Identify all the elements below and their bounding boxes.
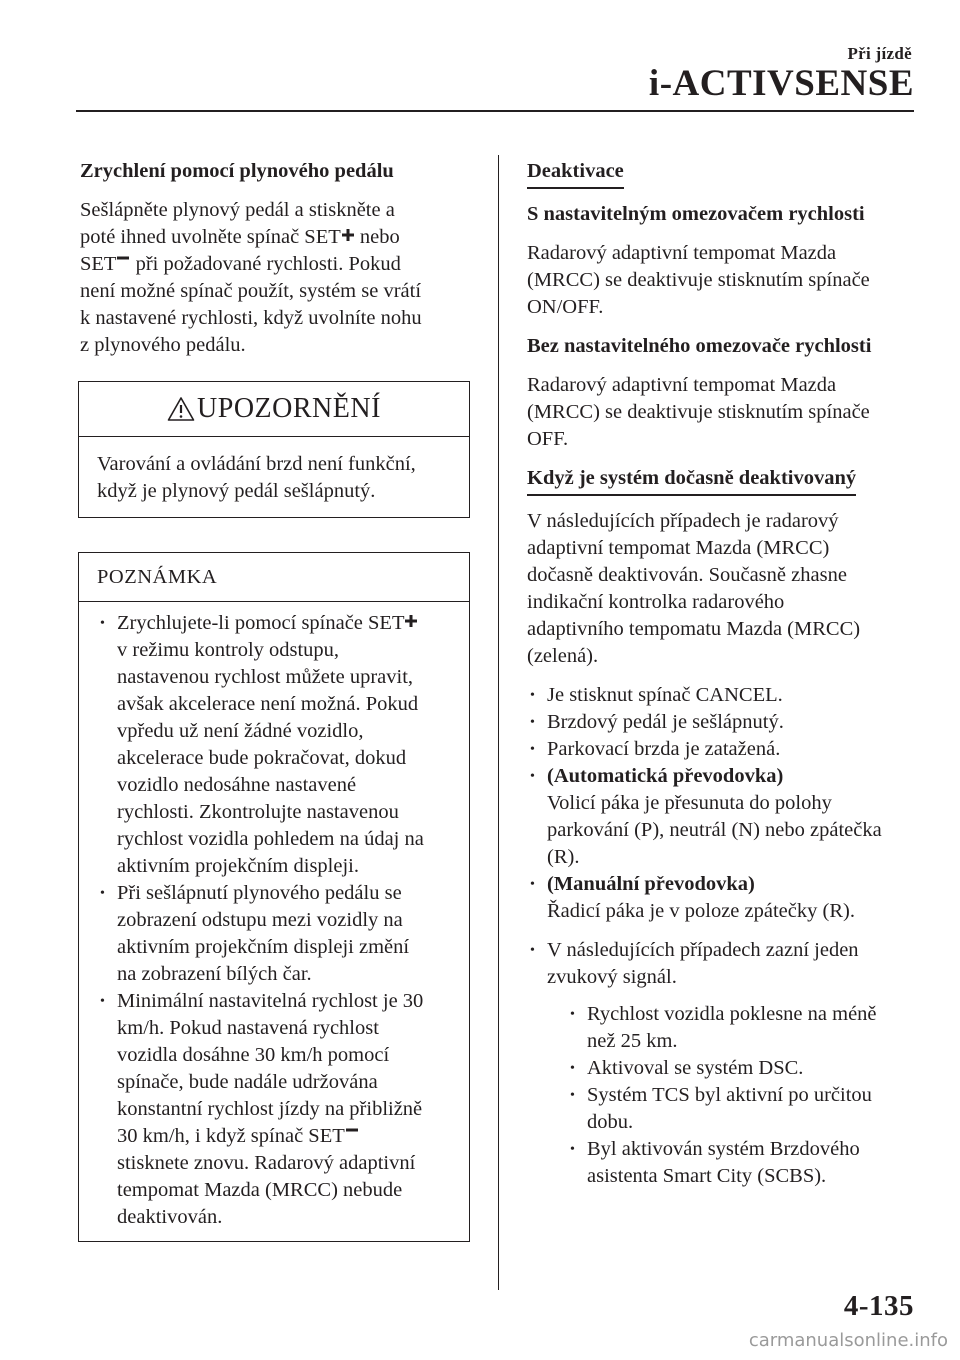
deactivation-conditions-list — [527, 682, 922, 925]
text-line: rychlost vozidla pohledem na údaj na — [117, 828, 424, 850]
text-line: km/h. Pokud nastavená rychlost — [117, 1017, 379, 1039]
text-line: • Byl aktivován systém Brzdového — [587, 1138, 860, 1160]
text-line: indikační kontrolka radarového — [527, 591, 785, 613]
list-item: • Je stisknut spínač CANCEL. — [527, 682, 922, 709]
beep-sublist — [567, 1001, 922, 1190]
text-line: (MRCC) se deaktivuje stisknutím spínače — [527, 269, 870, 291]
text-line: adaptivní tempomat Mazda (MRCC) — [527, 537, 830, 559]
acceleration-paragraph — [80, 197, 470, 359]
acceleration-heading: Zrychlení pomocí plynového pedálu — [80, 160, 394, 182]
text-line: • (Manuální převodovka) — [547, 873, 755, 895]
with-limiter-text — [527, 240, 922, 321]
list-item — [567, 1136, 922, 1190]
warning-triangle-icon — [167, 396, 195, 422]
warning-body — [79, 437, 469, 517]
left-column — [80, 158, 470, 1242]
text-line: stisknete znovu. Radarový adaptivní — [117, 1152, 416, 1174]
temporary-deactivation-text — [527, 508, 922, 670]
text-line: OFF. — [527, 428, 569, 450]
note-box — [78, 552, 470, 1242]
warning-header — [79, 382, 469, 437]
text-line: • (Automatická převodovka) — [547, 765, 784, 787]
beep-conditions-list — [527, 937, 922, 1190]
list-item — [97, 610, 459, 880]
text-line: akcelerace bude pokračovat, dokud — [117, 747, 407, 769]
list-item — [97, 988, 459, 1231]
text-line: dobu. — [587, 1111, 634, 1133]
deactivation-heading: Deaktivace — [527, 158, 922, 189]
text-line: na zobrazení bílých čar. — [117, 963, 312, 985]
list-item: • Aktivoval se systém DSC. — [567, 1055, 922, 1082]
minus-icon — [345, 1127, 359, 1137]
text-line: • V následujících případech zazní jeden — [547, 939, 859, 961]
text-line: poté ihned uvolněte spínač SET nebo — [80, 226, 400, 248]
text-line: (MRCC) se deaktivuje stisknutím spínače — [527, 401, 870, 423]
text-line: tempomat Mazda (MRCC) nebude — [117, 1179, 403, 1201]
text-line: (R). — [547, 846, 580, 868]
text-line: zvukový signál. — [547, 966, 677, 988]
temporary-deactivation-heading: Když je systém dočasně deaktivovaný — [527, 465, 922, 496]
text-line: spínače, bude nadále udržována — [117, 1071, 378, 1093]
text-line: Radarový adaptivní tempomat Mazda — [527, 242, 837, 264]
text-line: • Rychlost vozidla poklesne na méně — [587, 1003, 877, 1025]
text-line: vpředu už není žádné vozidlo, — [117, 720, 364, 742]
note-body — [79, 602, 469, 1241]
text-line: Řadicí páka je v poloze zpátečky (R). — [547, 900, 855, 922]
list-item — [97, 880, 459, 988]
text-line: z plynového pedálu. — [80, 334, 246, 356]
list-item — [527, 937, 922, 1190]
without-limiter-text — [527, 372, 922, 453]
text-line: dočasně deaktivován. Současně zhasne — [527, 564, 847, 586]
text-line: Volicí páka je přesunuta do polohy — [547, 792, 832, 814]
list-item: • Brzdový pedál je sešlápnutý. — [527, 709, 922, 736]
warning-title: UPOZORNĚNÍ — [197, 393, 381, 424]
text-line: adaptivního tempomatu Mazda (MRCC) — [527, 618, 861, 640]
text-line: aktivním projekčním displeji. — [117, 855, 359, 877]
text-line: vozidlo nedosáhne nastavené — [117, 774, 357, 796]
text-line: zobrazení odstupu mezi vozidly na — [117, 909, 403, 931]
text-line: V následujících případech je radarový — [527, 510, 839, 532]
text-line: deaktivován. — [117, 1206, 223, 1228]
text-line: aktivním projekčním displeji změní — [117, 936, 410, 958]
text-line: rychlosti. Zkontrolujte nastavenou — [117, 801, 399, 823]
text-line: k nastavené rychlosti, když uvolníte nohu — [80, 307, 422, 329]
watermark: carmanualsonline.info — [748, 1330, 948, 1351]
text-line: SET při požadované rychlosti. Pokud — [80, 253, 401, 275]
without-limiter-heading: Bez nastavitelného omezovače rychlosti — [527, 335, 872, 357]
page-number: 4-135 — [843, 1290, 914, 1322]
text-line: není možné spínač použít, systém se vrátí — [80, 280, 422, 302]
right-column — [527, 158, 922, 1190]
text-line: v režimu kontroly odstupu, — [117, 639, 340, 661]
text-line: avšak akcelerace není možná. Pokud — [117, 693, 419, 715]
text-line: než 25 km. — [587, 1030, 678, 1052]
list-item: • Parkovací brzda je zatažená. — [527, 736, 922, 763]
list-item — [527, 763, 922, 871]
plus-icon — [341, 228, 355, 242]
text-line: • Zrychlujete-li pomocí spínače SET — [117, 610, 459, 637]
text-line: • Minimální nastavitelná rychlost je 30 — [117, 990, 424, 1012]
text-line: nastavenou rychlost můžete upravit, — [117, 666, 414, 688]
minus-icon — [116, 255, 130, 265]
list-item — [567, 1082, 922, 1136]
text-line: asistenta Smart City (SCBS). — [587, 1165, 827, 1187]
with-limiter-heading: S nastavitelným omezovačem rychlosti — [527, 203, 865, 225]
text-line: když je plynový pedál sešlápnutý. — [97, 480, 376, 502]
text-line: (zelená). — [527, 645, 599, 667]
list-item — [527, 871, 922, 925]
text-line: • Při sešlápnutí plynového pedálu se — [117, 882, 402, 904]
text-line: konstantní rychlost jízdy na přibližně — [117, 1098, 423, 1120]
header-rule — [76, 110, 914, 112]
list-item — [567, 1001, 922, 1055]
text-line: parkování (P), neutrál (N) nebo zpátečka — [547, 819, 882, 841]
text-line: Sešlápněte plynový pedál a stiskněte a — [80, 199, 395, 221]
note-header: POZNÁMKA — [79, 553, 469, 602]
text-line: Radarový adaptivní tempomat Mazda — [527, 374, 837, 396]
plus-icon — [404, 614, 418, 628]
header-section: Při jízdě — [847, 44, 912, 63]
header-title: i-ACTIVSENSE — [648, 63, 914, 104]
text-line: ON/OFF. — [527, 296, 604, 318]
warning-box — [78, 381, 470, 518]
note-list — [97, 610, 459, 1231]
text-line: Varování a ovládání brzd není funkční, — [97, 453, 416, 475]
text-line: vozidla dosáhne 30 km/h pomocí — [117, 1044, 390, 1066]
column-divider — [498, 155, 499, 1290]
text-line: 30 km/h, i když spínač SET — [117, 1123, 459, 1150]
text-line: • Systém TCS byl aktivní po určitou — [587, 1084, 872, 1106]
